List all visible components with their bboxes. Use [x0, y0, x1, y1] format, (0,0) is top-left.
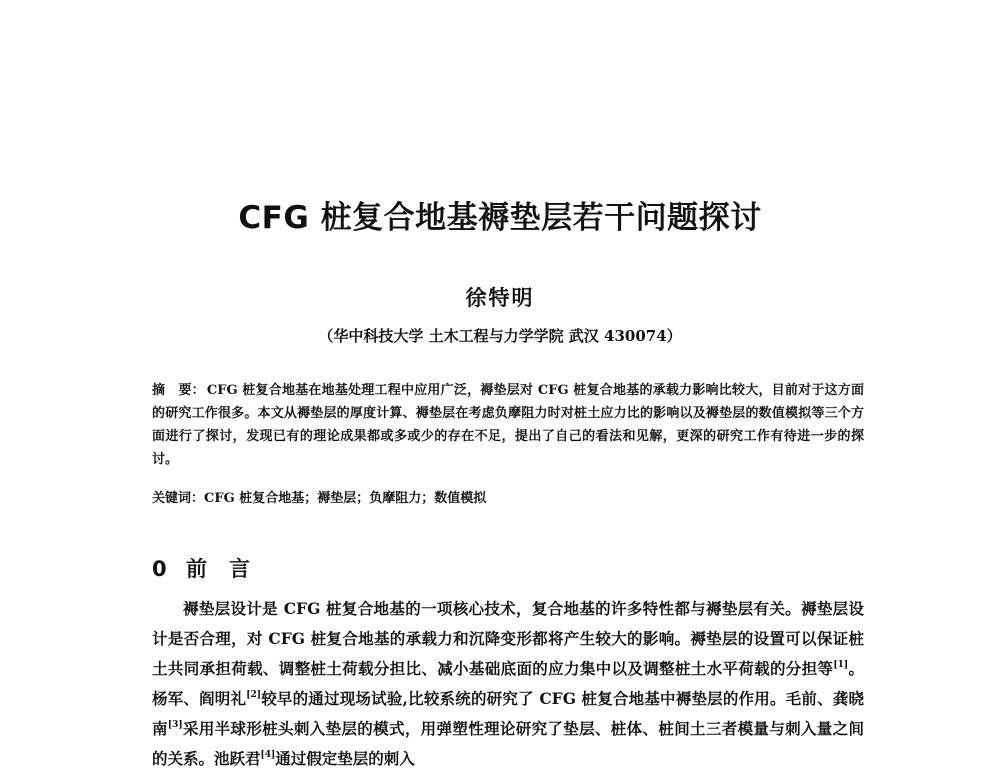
body-text-3: 较早的通过现场试验,比较系统的研究了 CFG 桩复合地基中褥垫层的作用。毛前、龚晓南 — [152, 689, 864, 738]
body-text-2: 。杨军、阎明礼 — [152, 659, 864, 708]
body-text-4: 采用半球形桩头刺入垫层的模式，用弹塑性理论研究了垫层、桩体、桩间土三者模量与刺入量之间的关系。池跃君 — [152, 719, 864, 768]
body-text-5: 通过假定垫层的刺入 — [275, 749, 415, 768]
section-number: 0 — [152, 557, 167, 581]
author-affiliation: （华中科技大学 土木工程与力学学院 武汉 430074） — [318, 327, 682, 345]
abstract-text: CFG 桩复合地基在地基处理工程中应用广泛，褥垫层对 CFG 桩复合地基的承载力影响比较大，目前对于这方面的研究工作很多。本文从褥垫层的厚度计算、褥垫层在考虑负摩阻力时对桩土应力比的影响以及褥垫层的数值模拟等三个方面进行了探讨，发现已有的理论成果都或多或少的存在不足，提出了自己的看法和见解，更深的研究工作有待进一步的探讨。 — [152, 383, 864, 467]
author-name: 徐特明 — [465, 286, 535, 310]
keywords-label: 关键词： — [152, 491, 205, 506]
citation-1: [1] — [833, 659, 849, 670]
citation-4: [4] — [260, 749, 276, 760]
section-heading — [152, 553, 864, 583]
citation-2: [2] — [246, 689, 261, 700]
body-text-1: 褥垫层设计是 CFG 桩复合地基的一项核心技术，复合地基的许多特性都与褥垫层有关。褥垫层设计是否合理，对 CFG 桩复合地基的承载力和沉降变形都将产生较大的影响。褥垫层的设置可以保证桩土共同承担荷载、调整桩土荷载分担比、减小基础底面的应力集中以及调整桩土水平荷载的分担等 — [152, 599, 864, 678]
citation-3: [3] — [167, 719, 183, 730]
body-paragraph — [152, 594, 864, 774]
paper-title: CFG 桩复合地基褥垫层若干问题探讨 — [238, 200, 762, 236]
keywords-text: CFG 桩复合地基；褥垫层；负摩阻力；数值模拟 — [204, 491, 487, 506]
keywords — [152, 487, 864, 510]
section-title: 前言 — [186, 557, 272, 581]
abstract-label: 摘 要： — [152, 383, 205, 398]
abstract — [152, 379, 864, 471]
